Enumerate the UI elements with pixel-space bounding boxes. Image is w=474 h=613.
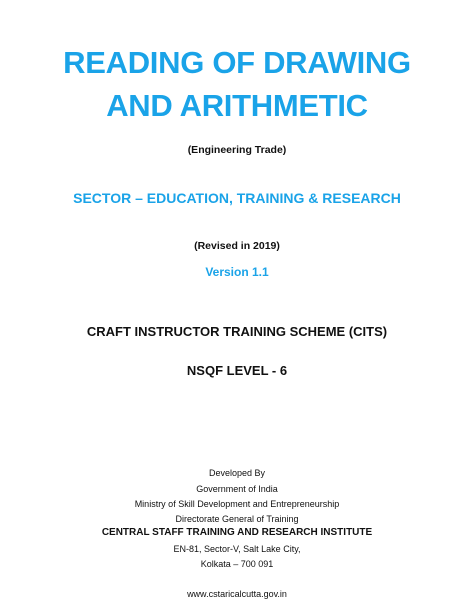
document-title-line-1: READING OF DRAWING: [63, 45, 411, 80]
address-line-2: Kolkata – 700 091: [200, 559, 274, 569]
government-label: Government of India: [196, 484, 278, 494]
version-label: Version 1.1: [205, 265, 269, 279]
trade-label: (Engineering Trade): [187, 144, 287, 156]
sector-heading: SECTOR – EDUCATION, TRAINING & RESEARCH: [73, 190, 401, 206]
ministry-label: Ministry of Skill Development and Entrepreneurship: [134, 499, 340, 509]
revision-note: (Revised in 2019): [194, 240, 280, 252]
developed-by-label: Developed By: [208, 468, 266, 478]
address-line-1: EN-81, Sector-V, Salt Lake City,: [173, 544, 301, 554]
level-heading: NSQF LEVEL - 6: [186, 363, 288, 378]
scheme-heading: CRAFT INSTRUCTOR TRAINING SCHEME (CITS): [86, 324, 388, 339]
directorate-label: Directorate General of Training: [175, 514, 299, 524]
document-title-line-2: AND ARITHMETIC: [106, 88, 368, 123]
website-link[interactable]: www.cstaricalcutta.gov.in: [187, 589, 287, 599]
institute-name: CENTRAL STAFF TRAINING AND RESEARCH INSTITUTE: [101, 527, 373, 538]
